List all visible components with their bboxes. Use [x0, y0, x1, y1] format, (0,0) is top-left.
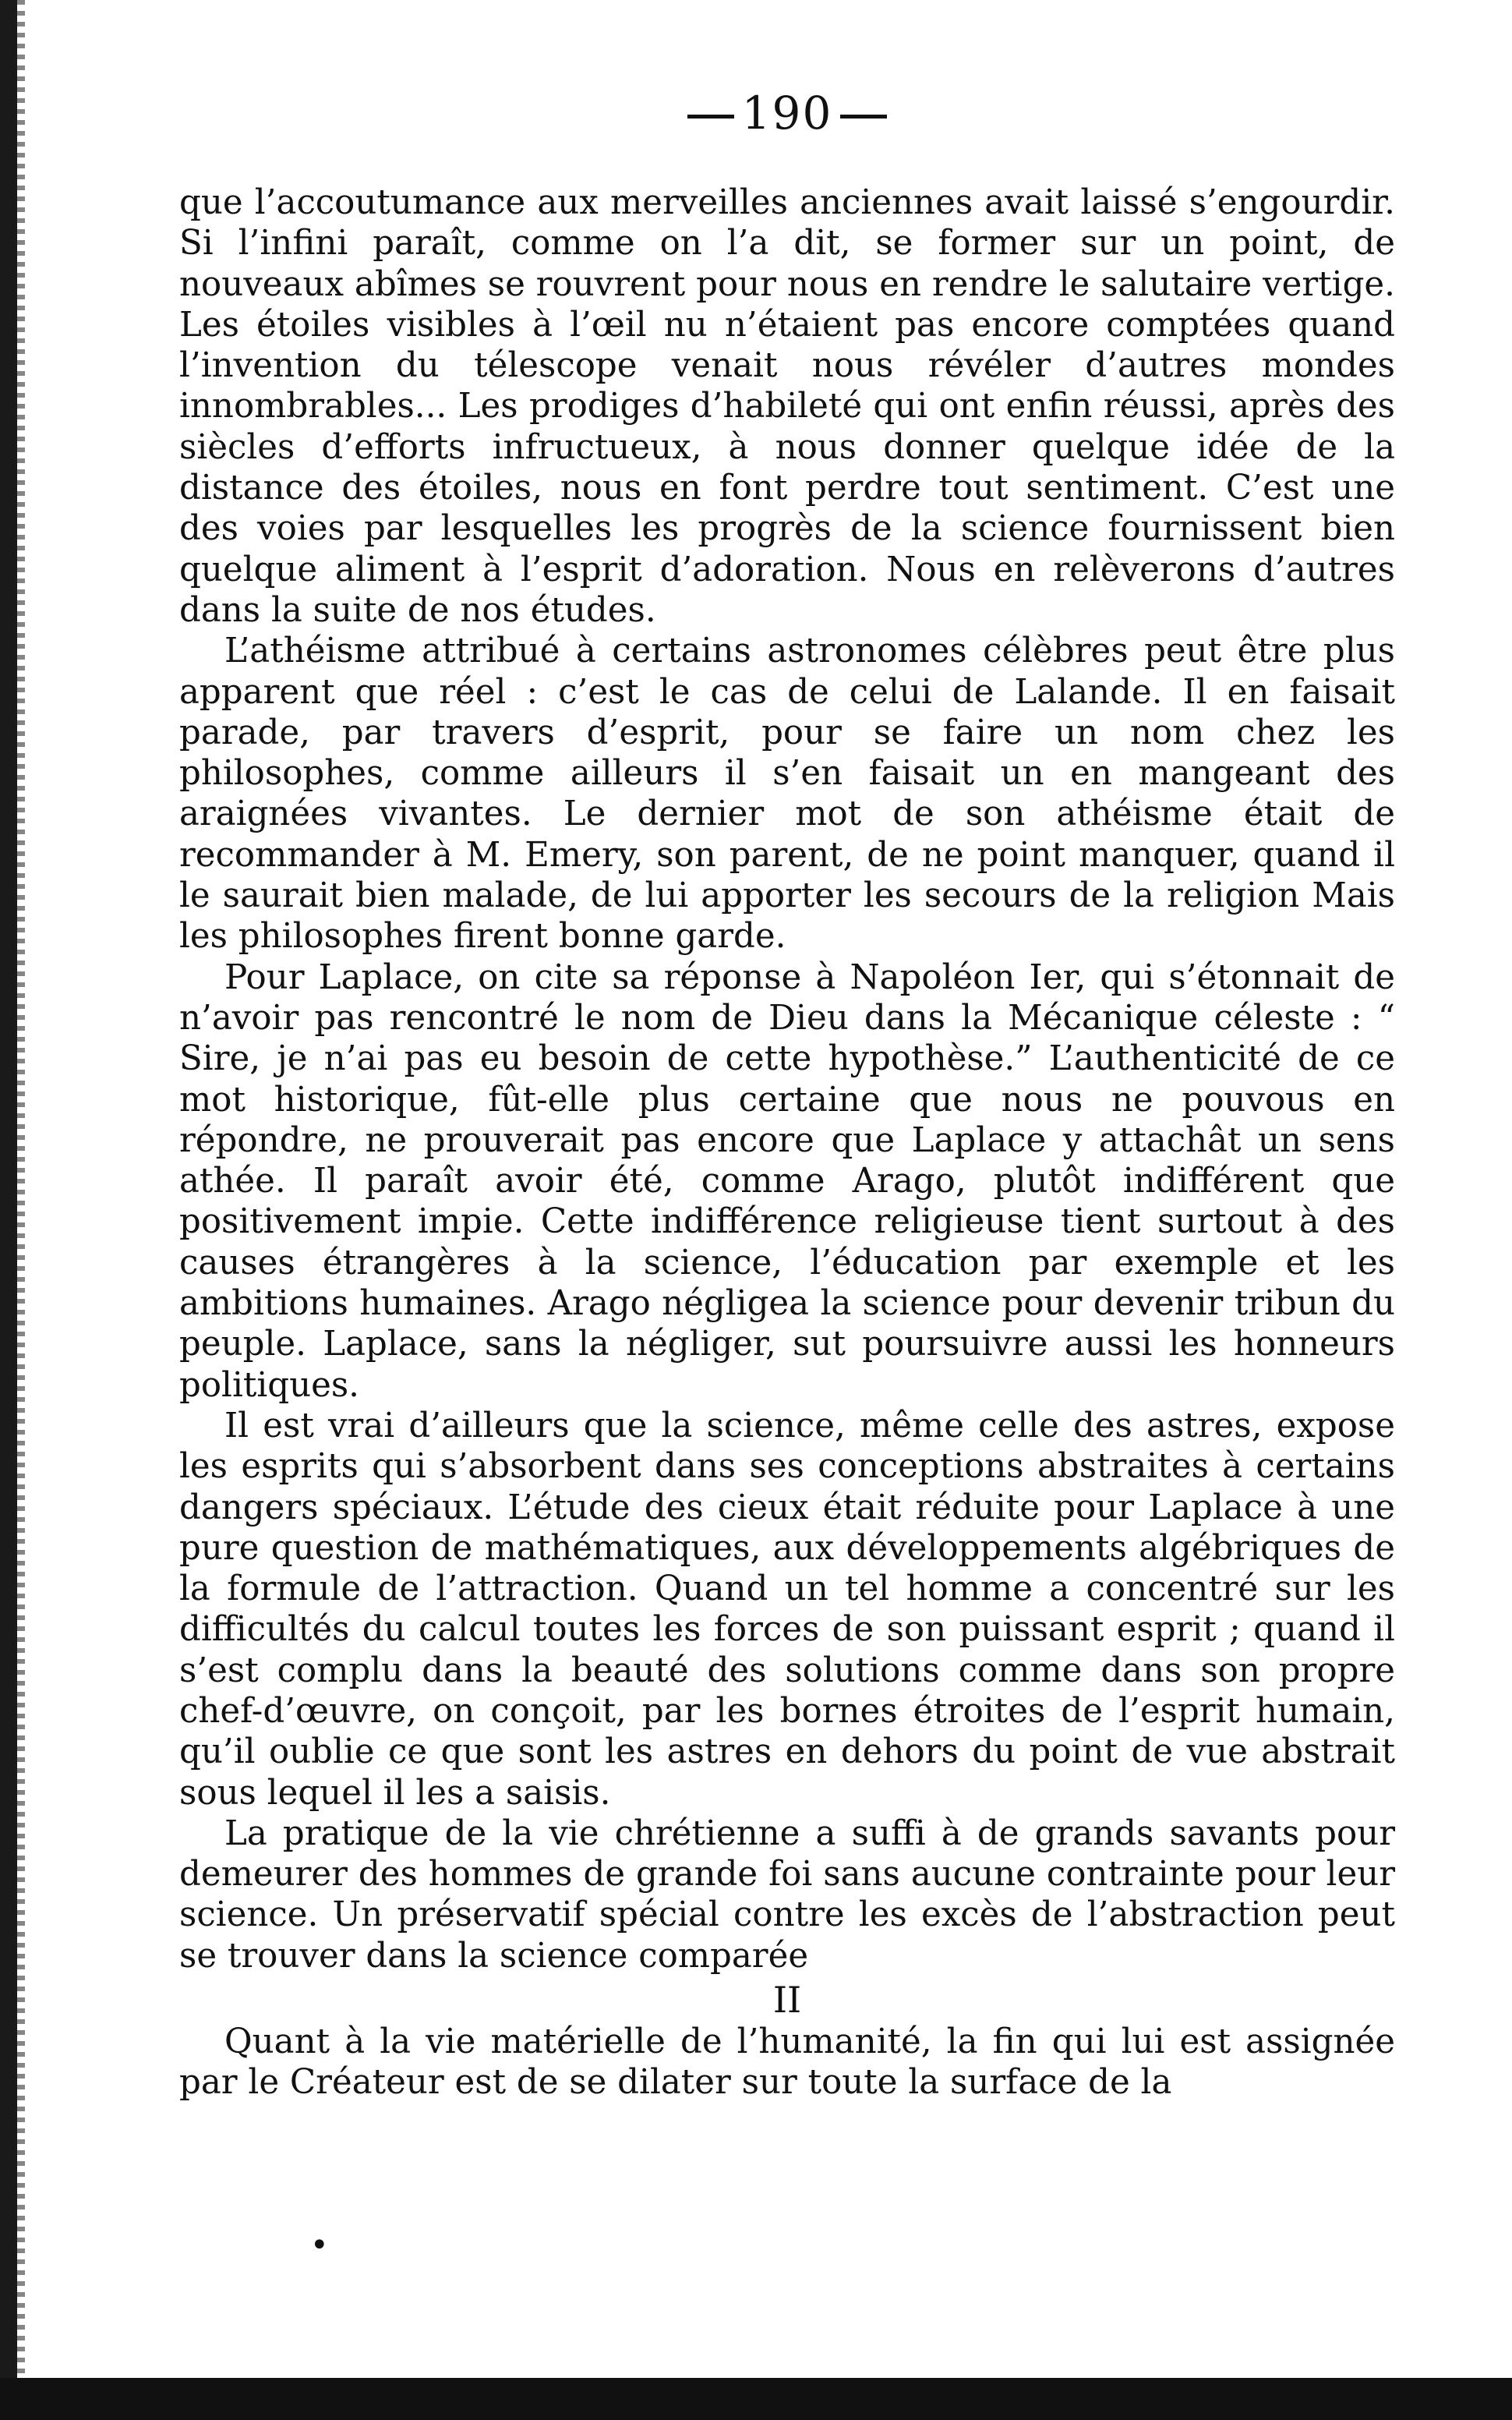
- scan-edge-left: [0, 0, 17, 2420]
- ink-speck: •: [310, 2227, 329, 2263]
- page-number: 190: [741, 87, 833, 140]
- paragraph-4: Il est vrai d’ailleurs que la science, même celle des astres, expose les esprits qui s’absorbent dans ses conceptions abstraites à certains dangers spéciaux. L’étude des cieux était réduite pour Laplace à une pure question de mathématiques, aux développements algébriques de la formule de l’attraction. Quand un tel homme a concentré sur les difficultés du calcul toutes les forces de son puissant esprit ; quand il s’est complu dans la beauté des solutions comme dans son propre chef-d’œuvre, on conçoit, par les bornes étroites de l’esprit humain, qu’il oublie ce que sont les astres en dehors du point de vue abstrait sous lequel il les a saisis.: [179, 1406, 1395, 1813]
- page-number-header: [179, 86, 1395, 140]
- page-number-dash-right: [840, 115, 887, 119]
- scan-edge-bottom: [0, 2378, 1512, 2420]
- paragraph-3: Pour Laplace, on cite sa réponse à Napoléon Ier, qui s’étonnait de n’avoir pas rencontré le nom de Dieu dans la Mécanique céleste : “ Sire, je n’ai pas eu besoin de cette hypothèse.” L’authenticité de ce mot historique, fût-elle plus certaine que nous ne pouvous en répondre, ne prouverait pas encore que Laplace y attachât un sens athée. Il paraît avoir été, comme Arago, plutôt indifférent que positivement impie. Cette indifférence religieuse tient surtout à des causes étrangères à la science, l’éducation par exemple et les ambitions humaines. Arago négligea la science pour devenir tribun du peuple. Laplace, sans la négliger, sut poursuivre aussi les honneurs politiques.: [179, 957, 1395, 1405]
- scan-edge-marks: [17, 0, 25, 2420]
- paragraph-1: que l’accoutumance aux merveilles anciennes avait laissé s’engourdir. Si l’infini paraît, comme on l’a dit, se former sur un point, de nouveaux abîmes se rouvrent pour nous en rendre le salutaire vertige. Les étoiles visibles à l’œil nu n’étaient pas encore comptées quand l’invention du télescope venait nous révéler d’autres mondes innombrables... Les prodiges d’habileté qui ont enfin réussi, après des siècles d’efforts infructueux, à nous donner quelque idée de la distance des étoiles, nous en font perdre tout sentiment. C’est une des voies par lesquelles les progrès de la science fournissent bien quelque aliment à l’esprit d’adoration. Nous en relèverons d’autres dans la suite de nos études.: [179, 183, 1395, 630]
- page-number-dash-left: [687, 115, 734, 119]
- paragraph-5: La pratique de la vie chrétienne a suffi à de grands savants pour demeurer des hommes de grande foi sans aucune contrainte pour leur science. Un préservatif spécial contre les excès de l’abstraction peut se trouver dans la science comparée: [179, 1813, 1395, 1976]
- paragraph-2: L’athéisme attribué à certains astronomes célèbres peut être plus apparent que réel : c’est le cas de celui de Lalande. Il en faisait parade, par travers d’esprit, pour se faire un nom chez les philosophes, comme ailleurs il s’en faisait un en mangeant des araignées vivantes. Le dernier mot de son athéisme était de recommander à M. Emery, son parent, de ne point manquer, quand il le saurait bien malade, de lui apporter les secours de la religion Mais les philosophes firent bonne garde.: [179, 632, 1395, 957]
- paragraph-final: Quant à la vie matérielle de l’humanité, la fin qui lui est assignée par le Créateur est de se dilater sur toute la surface de la: [179, 2022, 1395, 2103]
- book-page: [179, 86, 1395, 2103]
- section-heading: II: [772, 1979, 802, 2022]
